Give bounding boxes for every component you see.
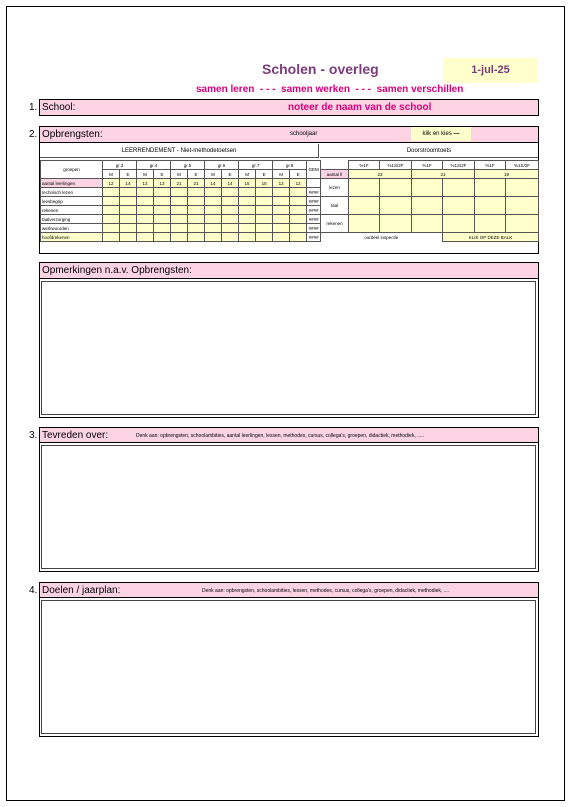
input-cell[interactable] bbox=[443, 215, 475, 233]
col-header: %1S/2F bbox=[443, 161, 475, 170]
score-cell[interactable] bbox=[222, 197, 239, 206]
input-cell[interactable] bbox=[349, 197, 380, 215]
score-cell[interactable] bbox=[222, 215, 239, 224]
gem-cell bbox=[307, 179, 321, 188]
left-table-title: LEERRENDEMENT - Niet-methodetoetsen bbox=[40, 144, 319, 158]
score-cell[interactable] bbox=[154, 197, 171, 206]
grade-header: gr.6 bbox=[205, 161, 239, 170]
aantal-ll-label: aantal ll bbox=[321, 170, 349, 179]
score-cell[interactable] bbox=[256, 224, 273, 233]
year-select[interactable] bbox=[411, 127, 471, 141]
student-count-cell[interactable]: 13 bbox=[137, 179, 154, 188]
remarks-label: Opmerkingen n.a.v. Opbrengsten: bbox=[42, 265, 192, 276]
m-header: M bbox=[103, 170, 120, 179]
score-cell[interactable] bbox=[205, 188, 222, 197]
score-cell[interactable] bbox=[137, 215, 154, 224]
year-count: 19 bbox=[475, 170, 539, 179]
score-cell[interactable] bbox=[171, 188, 188, 197]
score-cell[interactable] bbox=[137, 197, 154, 206]
tevreden-box bbox=[39, 427, 539, 572]
doorstroom-table bbox=[320, 160, 539, 242]
row-label: werkwoorden bbox=[41, 224, 103, 233]
score-cell[interactable] bbox=[290, 188, 307, 197]
student-count-cell[interactable]: 14 bbox=[205, 179, 222, 188]
remarks-textarea[interactable] bbox=[41, 281, 536, 415]
input-cell[interactable] bbox=[412, 215, 443, 233]
score-cell[interactable] bbox=[273, 197, 290, 206]
student-count-cell[interactable]: 12 bbox=[273, 179, 290, 188]
score-cell[interactable] bbox=[103, 188, 120, 197]
score-cell[interactable] bbox=[205, 215, 222, 224]
input-cell[interactable] bbox=[475, 215, 506, 233]
gem-cell: #### bbox=[308, 216, 319, 222]
school-bar[interactable] bbox=[39, 99, 539, 116]
e-header: E bbox=[290, 170, 307, 179]
grade-header: gr.8 bbox=[273, 161, 307, 170]
dropdown-dash-icon: — bbox=[453, 131, 460, 137]
score-cell[interactable] bbox=[120, 206, 137, 215]
score-cell[interactable] bbox=[137, 206, 154, 215]
score-cell[interactable] bbox=[171, 224, 188, 233]
score-cell[interactable] bbox=[273, 224, 290, 233]
score-cell[interactable] bbox=[256, 197, 273, 206]
score-cell[interactable] bbox=[120, 188, 137, 197]
row-label-rekenen: rekenen bbox=[321, 215, 349, 233]
score-cell[interactable] bbox=[171, 215, 188, 224]
gem-header: GEM bbox=[307, 161, 321, 179]
row-label: technisch lezen bbox=[41, 188, 103, 197]
row-label: taalverzorging bbox=[41, 215, 103, 224]
score-cell[interactable] bbox=[154, 206, 171, 215]
m-header: M bbox=[273, 170, 290, 179]
student-count-cell[interactable]: 14 bbox=[120, 179, 137, 188]
input-cell[interactable] bbox=[412, 197, 443, 215]
year-count: 23 bbox=[349, 170, 412, 179]
col-header: %1F bbox=[412, 161, 443, 170]
gem-cell: #### bbox=[308, 234, 319, 240]
gem-cell: #### bbox=[308, 189, 319, 195]
gem-cell: #### bbox=[308, 225, 319, 231]
m-header: M bbox=[205, 170, 222, 179]
score-cell[interactable] bbox=[188, 197, 205, 206]
gem-cell: #### bbox=[308, 207, 319, 213]
score-cell[interactable] bbox=[273, 215, 290, 224]
results-bar bbox=[39, 126, 539, 143]
date-field[interactable]: 1-jul-25 bbox=[443, 58, 538, 83]
right-table-title: Doorstroomtoets bbox=[320, 144, 538, 158]
score-cell[interactable] bbox=[188, 206, 205, 215]
student-count-cell[interactable]: 14 bbox=[222, 179, 239, 188]
e-header: E bbox=[188, 170, 205, 179]
score-cell[interactable] bbox=[205, 233, 222, 242]
m-header: M bbox=[137, 170, 154, 179]
score-cell[interactable] bbox=[256, 188, 273, 197]
tevreden-header bbox=[40, 428, 538, 443]
row-label: hoofdrekenen bbox=[41, 233, 103, 242]
score-cell[interactable] bbox=[120, 197, 137, 206]
page-title: Scholen - overleg bbox=[262, 61, 379, 77]
row-label: rekenen bbox=[41, 206, 103, 215]
motto-text: samen leren - - - samen werken - - - samen verschillen bbox=[196, 84, 464, 95]
input-cell[interactable] bbox=[506, 215, 539, 233]
input-cell[interactable] bbox=[380, 179, 412, 197]
student-count-cell[interactable]: 12 bbox=[103, 179, 120, 188]
score-cell[interactable] bbox=[137, 188, 154, 197]
grade-header: gr.3 bbox=[103, 161, 137, 170]
oordeel-label: oordeel inspectie bbox=[364, 234, 399, 240]
score-cell[interactable] bbox=[239, 197, 256, 206]
score-cell[interactable] bbox=[273, 206, 290, 215]
tevreden-textarea[interactable] bbox=[41, 445, 536, 569]
doelen-textarea[interactable] bbox=[41, 600, 536, 734]
doelen-header bbox=[40, 583, 538, 598]
input-cell[interactable] bbox=[349, 179, 380, 197]
score-cell[interactable] bbox=[171, 197, 188, 206]
year-select-label: klik en kies bbox=[422, 131, 452, 137]
student-count-cell[interactable]: 15 bbox=[256, 179, 273, 188]
score-cell[interactable] bbox=[273, 233, 290, 242]
score-cell[interactable] bbox=[239, 224, 256, 233]
groups-header: groepen bbox=[41, 161, 103, 179]
score-cell[interactable] bbox=[256, 206, 273, 215]
input-cell[interactable] bbox=[506, 197, 539, 215]
input-cell[interactable] bbox=[506, 179, 539, 197]
score-cell[interactable] bbox=[239, 206, 256, 215]
row-label: aantal leerlingen bbox=[41, 179, 103, 188]
school-label: School: bbox=[42, 102, 76, 113]
student-count-cell[interactable]: 21 bbox=[188, 179, 205, 188]
results-label: Opbrengsten: bbox=[42, 129, 103, 140]
score-cell[interactable] bbox=[188, 215, 205, 224]
score-cell[interactable] bbox=[154, 224, 171, 233]
section-number-4: 4. bbox=[29, 585, 38, 596]
grade-header: gr.4 bbox=[137, 161, 171, 170]
input-cell[interactable] bbox=[443, 197, 475, 215]
e-header: E bbox=[222, 170, 239, 179]
section-number-1: 1. bbox=[29, 102, 38, 113]
student-count-cell[interactable]: 13 bbox=[154, 179, 171, 188]
score-cell[interactable] bbox=[137, 233, 154, 242]
score-cell[interactable] bbox=[290, 206, 307, 215]
grade-header: gr.5 bbox=[171, 161, 205, 170]
score-cell[interactable] bbox=[120, 233, 137, 242]
score-cell[interactable] bbox=[222, 188, 239, 197]
score-cell[interactable] bbox=[290, 233, 307, 242]
doelen-label: Doelen / jaarplan: bbox=[42, 585, 121, 596]
score-cell[interactable] bbox=[205, 224, 222, 233]
results-table bbox=[40, 160, 321, 242]
score-cell[interactable] bbox=[239, 233, 256, 242]
score-cell[interactable] bbox=[239, 215, 256, 224]
score-cell[interactable] bbox=[290, 224, 307, 233]
score-cell[interactable] bbox=[256, 215, 273, 224]
score-cell[interactable] bbox=[154, 233, 171, 242]
e-header: E bbox=[154, 170, 171, 179]
score-cell[interactable] bbox=[290, 197, 307, 206]
score-cell[interactable] bbox=[120, 224, 137, 233]
empty-cell bbox=[321, 161, 349, 170]
score-cell[interactable] bbox=[222, 224, 239, 233]
student-count-cell[interactable]: 15 bbox=[239, 179, 256, 188]
score-cell[interactable] bbox=[256, 233, 273, 242]
m-header: M bbox=[171, 170, 188, 179]
score-cell[interactable] bbox=[239, 188, 256, 197]
score-cell[interactable] bbox=[154, 215, 171, 224]
score-cell[interactable] bbox=[171, 233, 188, 242]
score-cell[interactable] bbox=[273, 188, 290, 197]
remarks-box bbox=[39, 262, 539, 418]
e-header: E bbox=[256, 170, 273, 179]
input-cell[interactable] bbox=[475, 179, 506, 197]
col-header: %1S/2F bbox=[380, 161, 412, 170]
row-label-taal: taal bbox=[321, 197, 349, 215]
score-cell[interactable] bbox=[222, 206, 239, 215]
e-header: E bbox=[120, 170, 137, 179]
score-cell[interactable] bbox=[103, 215, 120, 224]
col-header: %1F bbox=[475, 161, 506, 170]
year-count: 21 bbox=[412, 170, 475, 179]
score-cell[interactable] bbox=[222, 233, 239, 242]
input-cell[interactable] bbox=[475, 197, 506, 215]
score-cell[interactable] bbox=[188, 233, 205, 242]
input-cell[interactable] bbox=[443, 179, 475, 197]
grade-header: gr.7 bbox=[239, 161, 273, 170]
score-cell[interactable] bbox=[205, 197, 222, 206]
score-cell[interactable] bbox=[103, 224, 120, 233]
score-cell[interactable] bbox=[205, 206, 222, 215]
score-cell[interactable] bbox=[188, 188, 205, 197]
doelen-hint: Denk aan: opbrengsten, schoolambities, lessen, methodes, cursus, collega's, groepen, didactiek, methodiek, .... bbox=[202, 588, 450, 594]
row-label-lezen: lezen bbox=[321, 179, 349, 197]
col-header: %1S/2F bbox=[506, 161, 539, 170]
remarks-header bbox=[40, 263, 538, 279]
student-count-cell[interactable]: 12 bbox=[290, 179, 307, 188]
score-cell[interactable] bbox=[290, 215, 307, 224]
score-cell[interactable] bbox=[103, 233, 120, 242]
input-cell[interactable] bbox=[349, 215, 380, 233]
tevreden-label: Tevreden over: bbox=[42, 430, 109, 441]
input-cell[interactable] bbox=[412, 179, 443, 197]
score-cell[interactable] bbox=[188, 224, 205, 233]
school-name-field[interactable]: noteer de naam van de school bbox=[288, 102, 432, 113]
section-number-2: 2. bbox=[29, 129, 38, 140]
col-header: %1F bbox=[349, 161, 380, 170]
row-label: leesbegrip bbox=[41, 197, 103, 206]
score-cell[interactable] bbox=[120, 215, 137, 224]
student-count-cell[interactable]: 21 bbox=[171, 179, 188, 188]
schooljaar-label: schooljaar bbox=[290, 131, 318, 137]
gem-cell: #### bbox=[308, 198, 319, 204]
doelen-box bbox=[39, 582, 539, 737]
click-bar[interactable]: KLIK OP DEZE BALK bbox=[443, 233, 539, 242]
score-cell[interactable] bbox=[137, 224, 154, 233]
score-cell[interactable] bbox=[154, 188, 171, 197]
section-number-3: 3. bbox=[29, 430, 38, 441]
input-cell[interactable] bbox=[380, 215, 412, 233]
input-cell[interactable] bbox=[380, 197, 412, 215]
tevreden-hint: Denk aan: opbrengsten, schoolambities, aantal leerlingen, lessen, methodes, cursus, collega's, groepen, didactiek, methodiek, ..... bbox=[136, 433, 425, 439]
score-cell[interactable] bbox=[171, 206, 188, 215]
m-header: M bbox=[239, 170, 256, 179]
score-cell[interactable] bbox=[103, 206, 120, 215]
score-cell[interactable] bbox=[103, 197, 120, 206]
